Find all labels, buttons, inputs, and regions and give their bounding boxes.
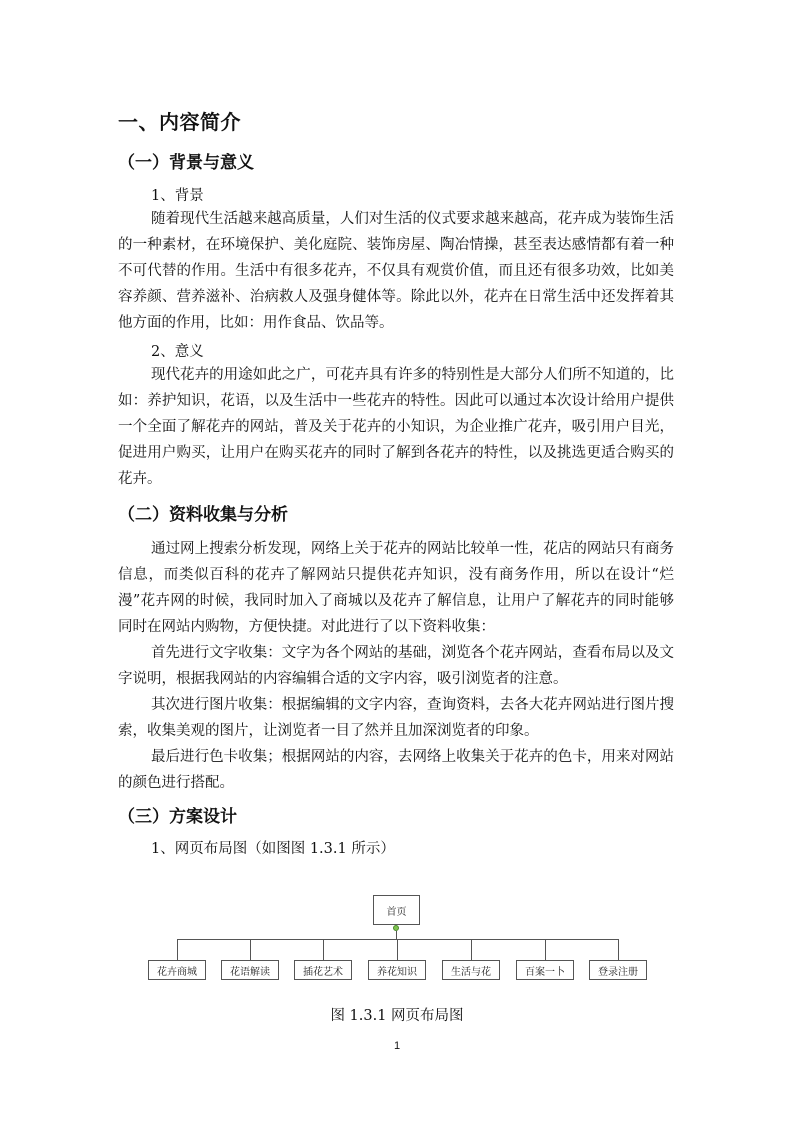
paragraph-text-collection: 首先进行文字收集：文字为各个网站的基础，浏览各个花卉网站，查看布局以及文字说明，根据我网站的内容编辑合适的文字内容，吸引浏览者的注意。 (118, 645, 674, 687)
item-layout: 1、网页布局图（如图图 1.3.1 所示） (151, 841, 395, 857)
connector-line (545, 939, 546, 960)
child-node: 养花知识 (368, 960, 426, 980)
subsection-heading-design: （三）方案设计 (118, 807, 237, 827)
subsection-heading-background: （一）背景与意义 (118, 153, 254, 173)
connector-line (250, 939, 251, 960)
child-node: 插花艺术 (294, 960, 352, 980)
connector-line (396, 931, 397, 939)
paragraph-research: 通过网上搜索分析发现，网络上关于花卉的网站比较单一性，花店的网站只有商务信息，而类似百科的花卉了解网站只提供花卉知识，没有商务作用，所以在设计“烂漫”花卉网的时候，我同时加入了商城以及花卉了解信息，让用户了解花卉的同时能够同时在网站内购物，方便快捷。对此进行了以下资料收集： (118, 541, 674, 635)
paragraph-background: 随着现代生活越来越高质量，人们对生活的仪式要求越来越高，花卉成为装饰生活的一种素材，在环境保护、美化庭院、装饰房屋、陶冶情操，甚至表达感情都有着一种不可代替的作用。生活中有很多花卉，不仅具有观赏价值，而且还有很多功效，比如美容养颜、营养滋补、治病救人及强身健体等。除此以外，花卉在日常生活中还发挥着其他方面的作用，比如：用作食品、饮品等。 (118, 211, 674, 331)
child-node: 百案一卜 (516, 960, 574, 980)
connector-line (397, 939, 398, 960)
layout-diagram (118, 880, 674, 990)
figure-caption: 图 1.3.1 网页布局图 (330, 1008, 464, 1024)
child-node: 花卉商城 (148, 960, 206, 980)
connector-line (618, 939, 619, 960)
subsection-heading-research: （二）资料收集与分析 (118, 505, 288, 525)
child-node: 登录注册 (589, 960, 647, 980)
child-node: 生活与花 (442, 960, 500, 980)
connector-line (177, 939, 178, 960)
root-node: 首页 (373, 895, 420, 925)
page-number: 1 (393, 1040, 401, 1052)
connector-line (323, 939, 324, 960)
connector-line (471, 939, 472, 960)
section-heading: 一、内容简介 (118, 110, 241, 134)
item-meaning: 2、意义 (151, 344, 204, 360)
child-node: 花语解读 (221, 960, 279, 980)
paragraph-image-collection: 其次进行图片收集：根据编辑的文字内容，查询资料，去各大花卉网站进行图片搜索，收集美观的图片，让浏览者一目了然并且加深浏览者的印象。 (118, 697, 674, 739)
paragraph-color-collection: 最后进行色卡收集；根据网站的内容，去网络上收集关于花卉的色卡，用来对网站的颜色进行搭配。 (118, 749, 674, 791)
paragraph-meaning: 现代花卉的用途如此之广，可花卉具有许多的特别性是大部分人们所不知道的，比如：养护知识，花语，以及生活中一些花卉的特性。因此可以通过本次设计给用户提供一个全面了解花卉的网站，普及关于花卉的小知识，为企业推广花卉，吸引用户目光，促进用户购买，让用户在购买花卉的同时了解到各花卉的特性，以及挑选更适合购买的花卉。 (118, 367, 674, 487)
item-background: 1、背景 (151, 188, 204, 204)
